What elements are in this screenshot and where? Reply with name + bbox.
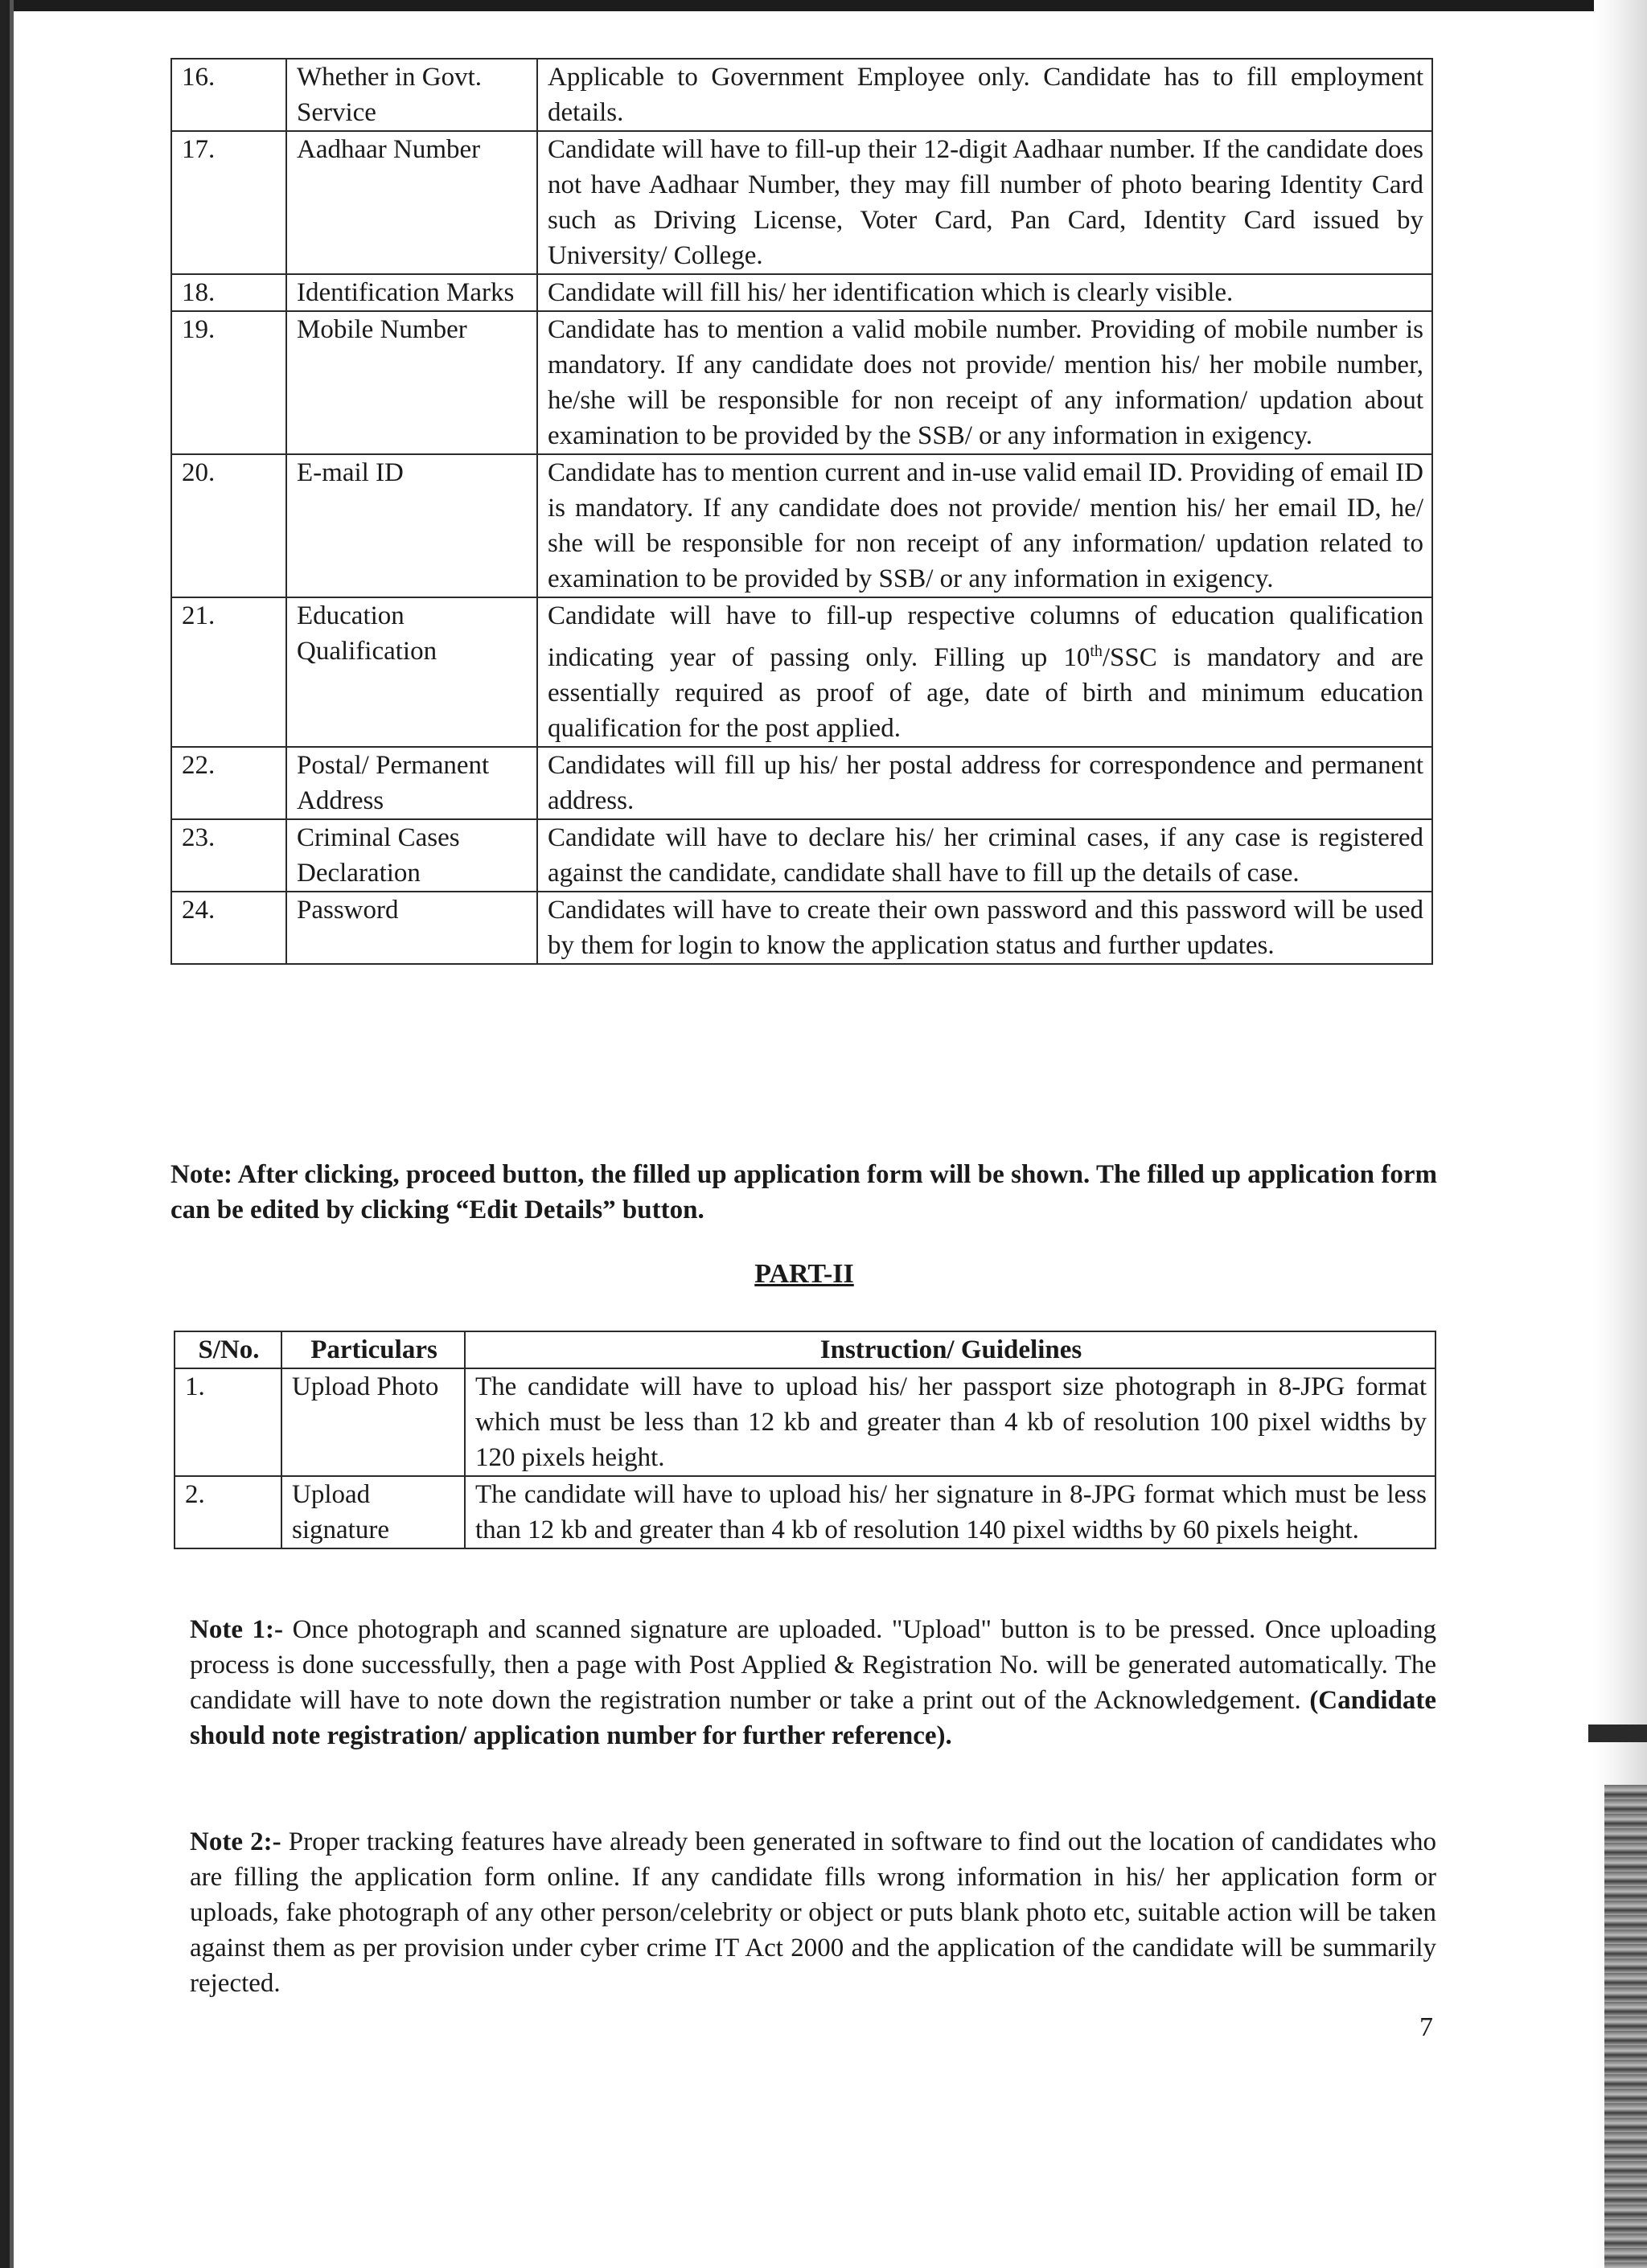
- row-number: 18.: [171, 274, 286, 311]
- row-number: 1.: [175, 1368, 281, 1476]
- field-instruction: Applicable to Government Employee only. Candidate has to fill employment details.: [537, 59, 1432, 131]
- table-row: [171, 892, 1432, 964]
- note-1-text: Once photograph and scanned signature are uploaded. "Upload" button is to be pressed. Once uploading process is done successfully, then a page with Post Applied & Registration No. will be generated automatically. The candidate will have to note down the registration number or take a print out of the Acknowledgement.: [190, 1615, 1436, 1715]
- scan-border-top: [0, 0, 1647, 11]
- note-2: [190, 1824, 1436, 2001]
- page-number: 7: [1419, 2012, 1433, 2042]
- row-number: 20.: [171, 454, 286, 597]
- field-name: Education Qualification: [286, 597, 537, 747]
- row-number: 24.: [171, 892, 286, 964]
- table-row: [171, 747, 1432, 819]
- note-1-label: Note 1:-: [190, 1615, 284, 1644]
- column-header-instruction: Instruction/ Guidelines: [465, 1331, 1435, 1368]
- field-name: Whether in Govt. Service: [286, 59, 537, 131]
- instruction-text: Candidate will have to fill-up respective columns of education qualification indicating year of passing only. Filling up 10: [548, 601, 1423, 672]
- row-number: 2.: [175, 1476, 281, 1548]
- field-instruction: Candidate has to mention a valid mobile number. Providing of mobile number is mandatory. If any candidate does not provide/ mention his/ her mobile number, he/she will be responsible for non receipt of any information/ updation about examination to be provided by the SSB/ or any information in exigency.: [537, 311, 1432, 454]
- table-row: [171, 274, 1432, 311]
- field-instruction: [537, 597, 1432, 747]
- field-name: Password: [286, 892, 537, 964]
- field-name: Mobile Number: [286, 311, 537, 454]
- scan-border-left: [0, 0, 10, 2268]
- note-2-label: Note 2:-: [190, 1827, 281, 1856]
- scan-border-left-shadow: [10, 0, 14, 2268]
- field-instruction: Candidates will have to create their own password and this password will be used by them for login to know the application status and further updates.: [537, 892, 1432, 964]
- column-header-particulars: Particulars: [281, 1331, 465, 1368]
- upload-guidelines-table: [174, 1331, 1436, 1549]
- row-number: 21.: [171, 597, 286, 747]
- field-instruction: The candidate will have to upload his/ her signature in 8-JPG format which must be less than 12 kb and greater than 4 kb of resolution 140 pixel widths by 60 pixels height.: [465, 1476, 1435, 1548]
- row-number: 23.: [171, 819, 286, 892]
- field-name: Aadhaar Number: [286, 131, 537, 274]
- row-number: 19.: [171, 311, 286, 454]
- table-row: [171, 819, 1432, 892]
- note-1-emphasis: (Candidate should note registration/ application number for further reference).: [190, 1686, 1436, 1750]
- table-row: [171, 131, 1432, 274]
- note-2-text: Proper tracking features have already been generated in software to find out the location of candidates who are filling the application form online. If any candidate fills wrong information in his/ her application form or uploads, fake photograph of any other person/celebrity or object or puts blank photo etc, suitable action will be taken against them as per provision under cyber crime IT Act 2000 and the application of the candidate will be summarily rejected.: [190, 1827, 1436, 1998]
- row-number: 16.: [171, 59, 286, 131]
- field-instruction: Candidate has to mention current and in-use valid email ID. Providing of email ID is mandatory. If any candidate does not provide/ mention his/ her email ID, he/ she will be responsible for non receipt of any information/ updation related to examination to be provided by SSB/ or any information in exigency.: [537, 454, 1432, 597]
- instruction-text: /SSC is mandatory and are essentially required as proof of age, date of birth and minimum education qualification for the post applied.: [548, 643, 1423, 743]
- superscript-th: th: [1090, 642, 1103, 660]
- table-header-row: [175, 1331, 1435, 1368]
- fields-table-part1: [170, 58, 1433, 965]
- field-name: Identification Marks: [286, 274, 537, 311]
- field-name: Postal/ Permanent Address: [286, 747, 537, 819]
- table-row: [171, 597, 1432, 747]
- section-heading-part-ii: PART-II: [754, 1259, 854, 1289]
- table-row: [175, 1368, 1435, 1476]
- row-number: 22.: [171, 747, 286, 819]
- row-number: 17.: [171, 131, 286, 274]
- field-name: Upload Photo: [281, 1368, 465, 1476]
- table-row: [171, 59, 1432, 131]
- field-instruction: Candidate will fill his/ her identification which is clearly visible.: [537, 274, 1432, 311]
- table-row: [171, 311, 1432, 454]
- field-instruction: Candidate will have to declare his/ her criminal cases, if any case is registered against the candidate, candidate shall have to fill up the details of case.: [537, 819, 1432, 892]
- field-name: Upload signature: [281, 1476, 465, 1548]
- table-row: [175, 1476, 1435, 1548]
- column-header-sno: S/No.: [175, 1331, 281, 1368]
- note-after-proceed: Note: After clicking, proceed button, the filled up application form will be shown. The filled up application form can be edited by clicking “Edit Details” button.: [170, 1160, 1437, 1224]
- field-instruction: The candidate will have to upload his/ her passport size photograph in 8-JPG format which must be less than 12 kb and greater than 4 kb of resolution 100 pixel widths by 120 pixels height.: [465, 1368, 1435, 1476]
- field-name: Criminal Cases Declaration: [286, 819, 537, 892]
- scan-artifact-edge: [1604, 1785, 1647, 2268]
- table-row: [171, 454, 1432, 597]
- field-instruction: Candidate will have to fill-up their 12-digit Aadhaar number. If the candidate does not have Aadhaar Number, they may fill number of photo bearing Identity Card such as Driving License, Voter Card, Pan Card, Identity Card issued by University/ College.: [537, 131, 1432, 274]
- scan-artifact-mark: [1588, 1725, 1647, 1742]
- field-instruction: Candidates will fill up his/ her postal address for correspondence and permanent address.: [537, 747, 1432, 819]
- field-name: E-mail ID: [286, 454, 537, 597]
- note-1: [190, 1612, 1436, 1753]
